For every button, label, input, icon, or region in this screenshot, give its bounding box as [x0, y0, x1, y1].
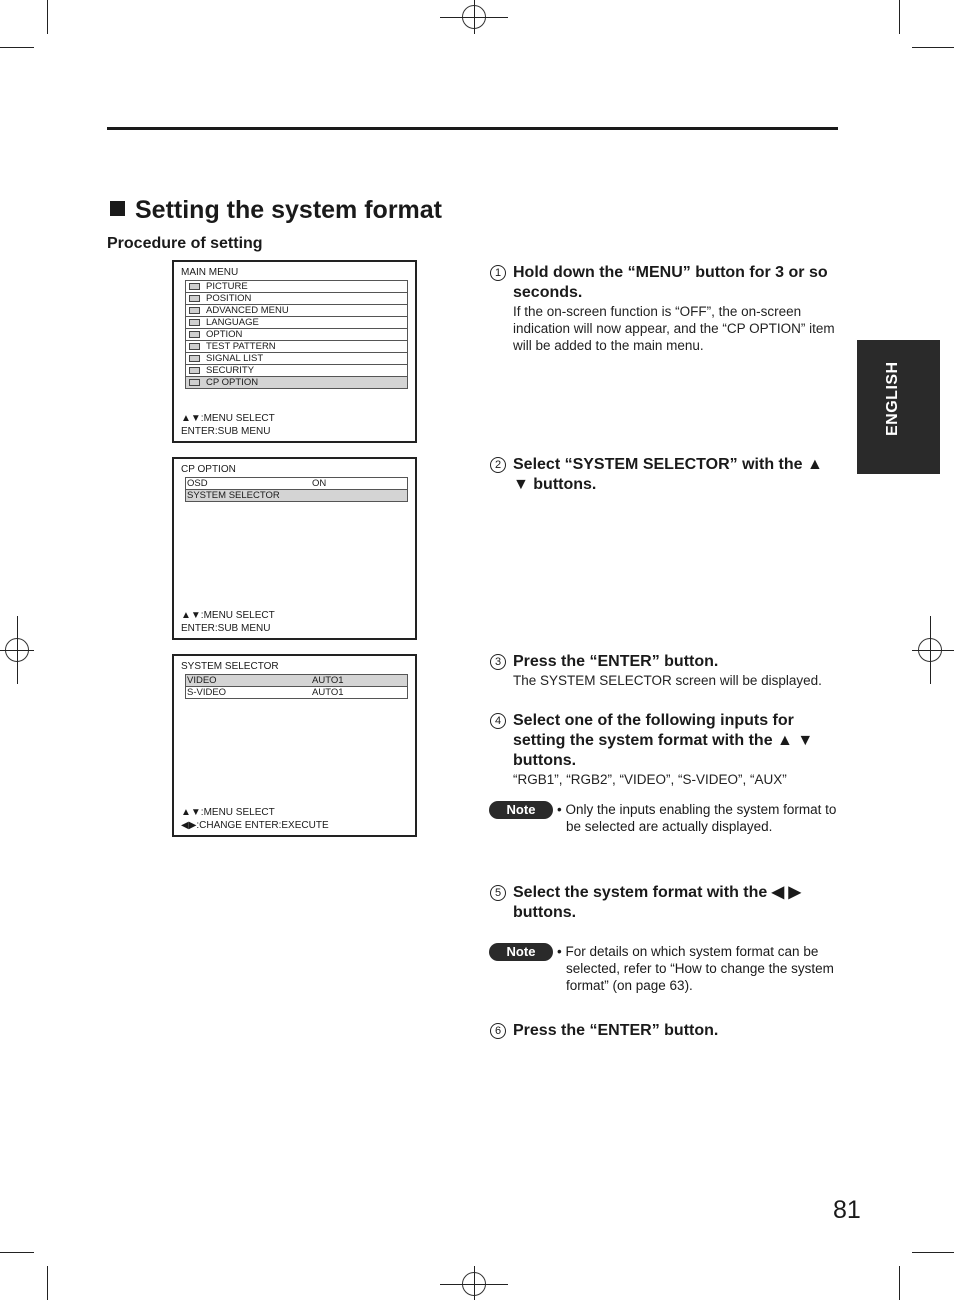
screen-title: SYSTEM SELECTOR [181, 661, 279, 672]
menu-item-video: VIDEO AUTO1 [185, 674, 408, 687]
step-4 [490, 711, 840, 788]
cp-option-icon [189, 379, 200, 386]
step-heading: Press the “ENTER” button. [513, 1022, 719, 1039]
crop-mark [0, 47, 34, 48]
screen-title: MAIN MENU [181, 267, 239, 278]
step-number: 3 [490, 654, 506, 670]
step-heading: Select the system format with the ◀ ▶ buttons. [513, 884, 801, 921]
note-1 [489, 801, 839, 835]
system-selector-list [185, 674, 408, 699]
step-5 [490, 883, 840, 923]
main-menu-list [185, 280, 408, 389]
note-text: • For details on which system format can be selected, refer to “How to change the system format” (on page 63). [557, 944, 834, 993]
step-6 [490, 1021, 840, 1041]
picture-icon [189, 283, 200, 290]
step-heading: Hold down the “MENU” button for 3 or so seconds. [513, 264, 828, 301]
step-2 [490, 455, 840, 495]
crop-mark [47, 1266, 48, 1300]
crop-mark [912, 1252, 954, 1253]
step-body: If the on-screen function is “OFF”, the on-screen indication will now appear, and the “CP OPTION” item will be added to the main menu. [513, 304, 835, 353]
step-heading: Select one of the following inputs for setting the system format with the ▲ ▼ buttons. [513, 712, 814, 769]
step-body: The SYSTEM SELECTOR screen will be displayed. [513, 673, 822, 688]
screen-title: CP OPTION [181, 464, 236, 475]
note-text: • Only the inputs enabling the system format to be selected are actually displayed. [557, 802, 837, 834]
screen-footer-line-2: ◀▶:CHANGE ENTER:EXECUTE [181, 820, 329, 831]
security-icon [189, 367, 200, 374]
page-title: Setting the system format [110, 196, 442, 225]
step-number: 2 [490, 457, 506, 473]
option-icon [189, 331, 200, 338]
note-badge: Note [489, 801, 553, 819]
screen-footer-line-2: ENTER:SUB MENU [181, 426, 271, 437]
screen-footer-line-1: ▲▼:MENU SELECT [181, 807, 275, 818]
menu-item-security: SECURITY [185, 365, 408, 377]
language-tab-label: ENGLISH [884, 361, 901, 436]
signal-list-icon [189, 355, 200, 362]
cp-option-list [185, 477, 408, 502]
crop-mark [899, 1266, 900, 1300]
note-2 [489, 943, 839, 994]
menu-item-osd: OSD ON [185, 477, 408, 490]
menu-item-advanced-menu: ADVANCED MENU [185, 305, 408, 317]
note-badge: Note [489, 943, 553, 961]
crop-mark [912, 47, 954, 48]
language-tab [857, 340, 940, 474]
screen-footer-line-1: ▲▼:MENU SELECT [181, 610, 275, 621]
menu-item-test-pattern: TEST PATTERN [185, 341, 408, 353]
menu-item-position: POSITION [185, 293, 408, 305]
step-number: 5 [490, 885, 506, 901]
menu-item-language: LANGUAGE [185, 317, 408, 329]
screen-footer-line-2: ENTER:SUB MENU [181, 623, 271, 634]
step-number: 1 [490, 265, 506, 281]
registration-mark-line [0, 650, 34, 651]
menu-item-cp-option: CP OPTION [185, 377, 408, 389]
step-1 [490, 263, 840, 354]
step-heading: Select “SYSTEM SELECTOR” with the ▲ ▼ buttons. [513, 456, 823, 493]
screen-footer-line-1: ▲▼:MENU SELECT [181, 413, 275, 424]
registration-mark-line [440, 17, 508, 18]
crop-mark [0, 1252, 34, 1253]
registration-mark-line [912, 650, 954, 651]
position-icon [189, 295, 200, 302]
step-number: 6 [490, 1023, 506, 1039]
registration-mark-line [474, 1266, 475, 1300]
menu-item-signal-list: SIGNAL LIST [185, 353, 408, 365]
menu-item-picture: PICTURE [185, 280, 408, 293]
menu-item-system-selector: SYSTEM SELECTOR [185, 490, 408, 502]
step-number: 4 [490, 713, 506, 729]
system-selector-screen [172, 654, 417, 837]
main-menu-screen [172, 260, 417, 443]
cp-option-screen [172, 457, 417, 640]
step-heading: Press the “ENTER” button. [513, 653, 719, 670]
crop-mark [899, 0, 900, 34]
menu-item-s-video: S-VIDEO AUTO1 [185, 687, 408, 699]
registration-mark-line [440, 1284, 508, 1285]
section-subtitle: Procedure of setting [107, 235, 263, 252]
crop-mark [47, 0, 48, 34]
header-rule [107, 127, 838, 130]
step-3 [490, 652, 840, 689]
step-body: “RGB1”, “RGB2”, “VIDEO”, “S-VIDEO”, “AUX” [513, 772, 787, 787]
advanced-menu-icon [189, 307, 200, 314]
page-number: 81 [833, 1196, 861, 1224]
menu-item-option: OPTION [185, 329, 408, 341]
square-bullet-icon [110, 201, 125, 216]
test-pattern-icon [189, 343, 200, 350]
language-icon [189, 319, 200, 326]
